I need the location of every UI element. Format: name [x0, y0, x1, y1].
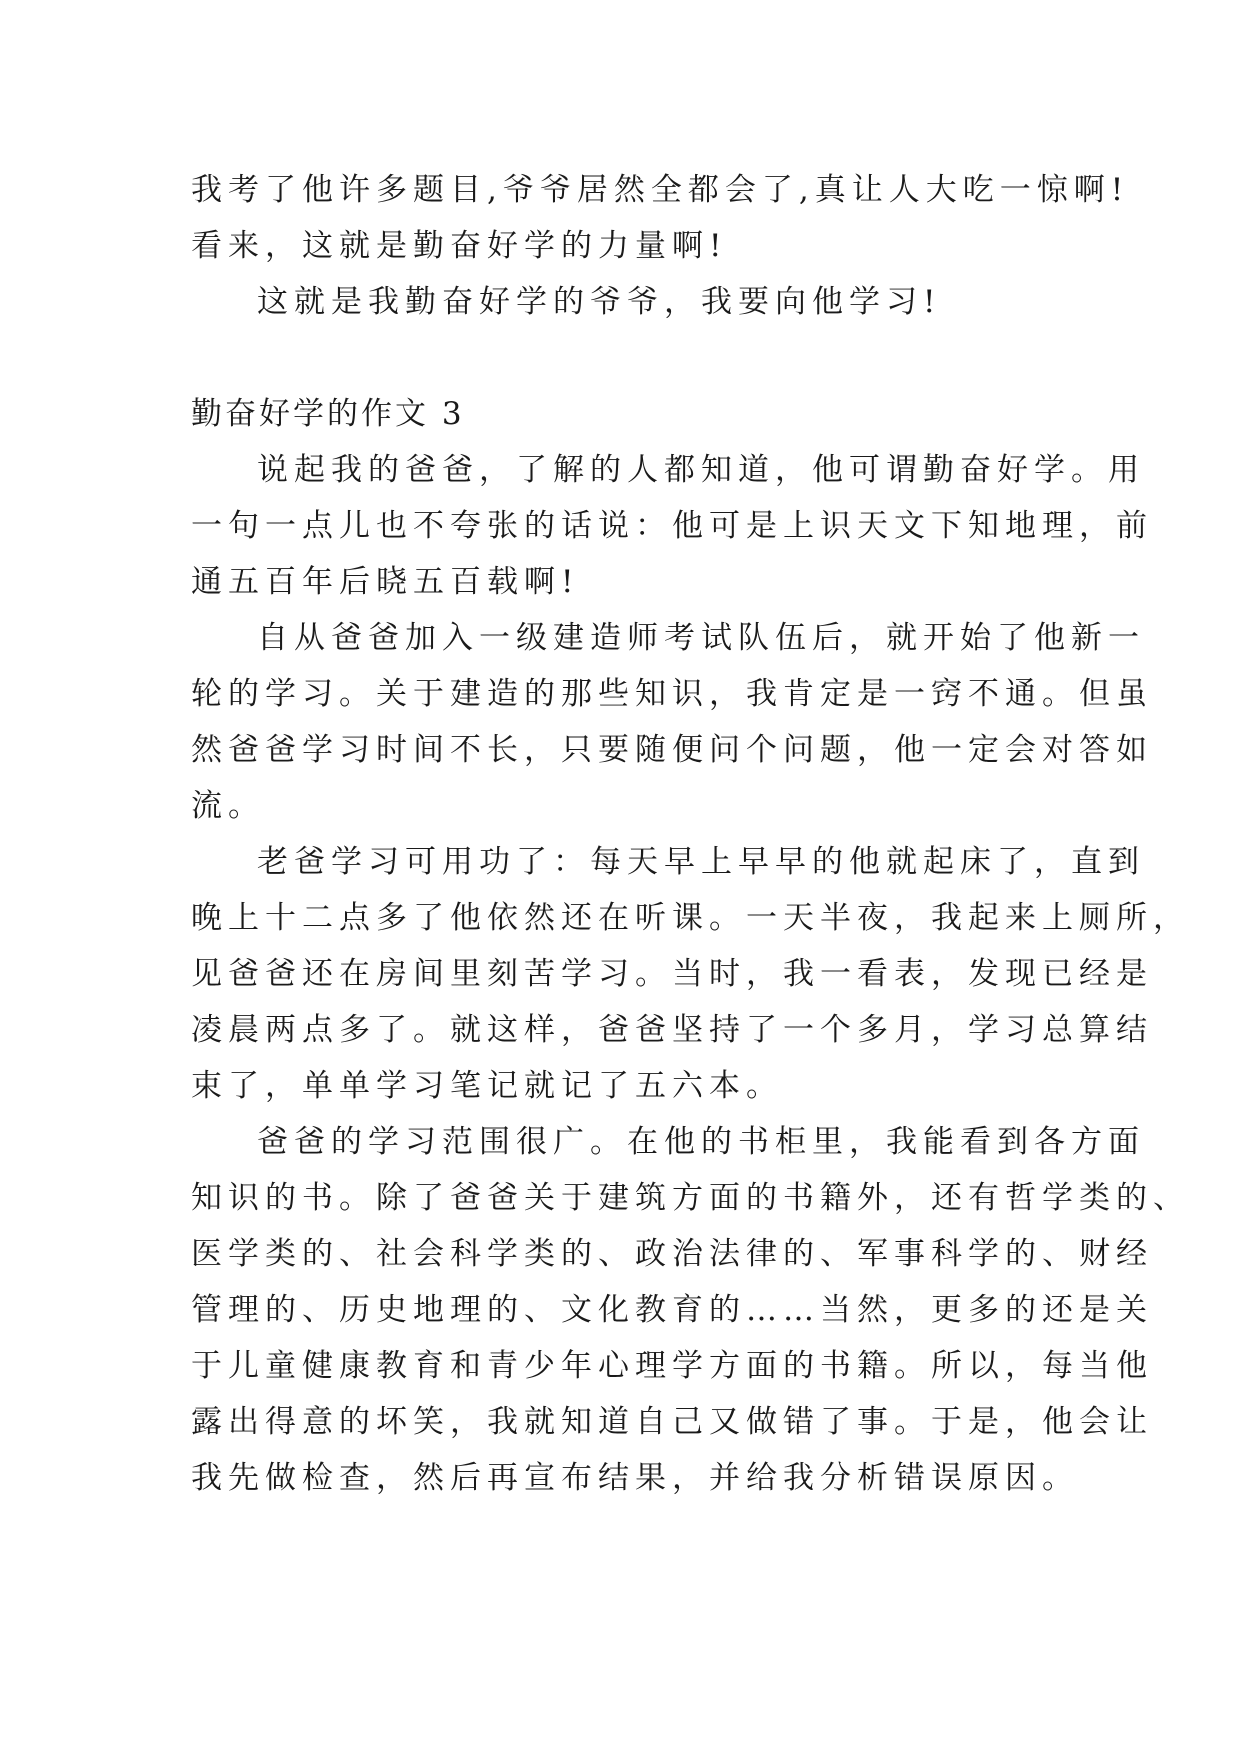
text-line: 露出得意的坏笑，我就知道自己又做错了事。于是，他会让: [191, 1404, 1153, 1440]
paragraph: [191, 1114, 1190, 1506]
text-line: 然爸爸学习时间不长，只要随便问个问题，他一定会对答如: [191, 732, 1153, 768]
text-line: 一句一点儿也不夸张的话说：他可是上识天文下知地理，前: [191, 508, 1153, 544]
text-line: 医学类的、社会科学类的、政治法律的、军事科学的、财经: [191, 1236, 1153, 1272]
text-line: 我考了他许多题目,爷爷居然全都会了,真让人大吃一惊啊!: [191, 172, 1130, 208]
text-line: 晚上十二点多了他依然还在听课。一天半夜，我起来上厕所，: [191, 900, 1190, 936]
section-gap: [191, 330, 1051, 386]
text-line: 自从爸爸加入一级建造师考试队伍后，就开始了他新一: [257, 620, 1145, 656]
text-line: 流。: [191, 788, 265, 824]
text-line: 我先做检查，然后再宣布结果，并给我分析错误原因。: [191, 1460, 1079, 1496]
text-line: 于儿童健康教育和青少年心理学方面的书籍。所以，每当他: [191, 1348, 1153, 1384]
document-body: [191, 162, 1190, 1506]
paragraph: [191, 610, 1153, 834]
text-line: 老爸学习可用功了：每天早上早早的他就起床了，直到: [257, 844, 1145, 880]
text-line: 见爸爸还在房间里刻苦学习。当时，我一看表，发现已经是: [191, 956, 1153, 992]
text-line: 束了，单单学习笔记就记了五六本。: [191, 1068, 783, 1104]
text-line: 爸爸的学习范围很广。在他的书柜里，我能看到各方面: [257, 1124, 1145, 1160]
section-heading: 勤奋好学的作文 3: [191, 396, 465, 432]
text-line: 说起我的爸爸，了解的人都知道，他可谓勤奋好学。用: [257, 452, 1145, 488]
text-line: 管理的、历史地理的、文化教育的……当然，更多的还是关: [191, 1292, 1153, 1328]
paragraph: [191, 834, 1190, 1114]
text-line: 凌晨两点多了。就这样，爸爸坚持了一个多月，学习总算结: [191, 1012, 1153, 1048]
paragraph: [191, 442, 1153, 610]
closing-line: 这就是我勤奋好学的爷爷，我要向他学习!: [257, 284, 942, 320]
text-line: 轮的学习。关于建造的那些知识，我肯定是一窍不通。但虽: [191, 676, 1153, 712]
text-line: 知识的书。除了爸爸关于建筑方面的书籍外，还有哲学类的、: [191, 1180, 1190, 1216]
text-line: 看来，这就是勤奋好学的力量啊!: [191, 228, 728, 264]
text-line: 通五百年后晓五百载啊!: [191, 564, 580, 600]
